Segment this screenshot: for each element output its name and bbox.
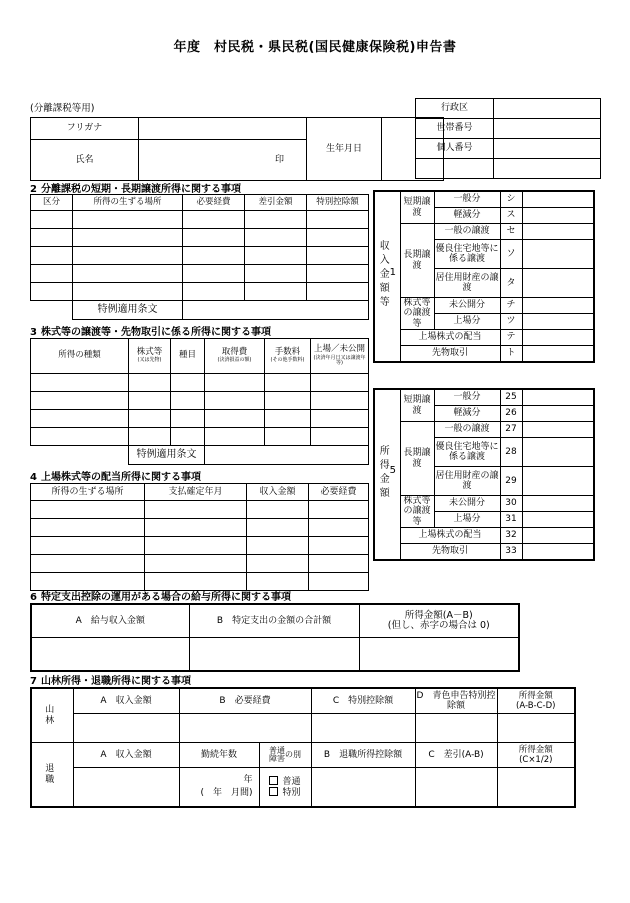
admin-extra-label	[416, 159, 494, 179]
table-row	[31, 229, 369, 247]
cell[interactable]	[247, 501, 309, 519]
item-input[interactable]	[522, 269, 594, 298]
item-label: 居住用財産の譲渡	[434, 467, 500, 496]
item-input[interactable]	[522, 240, 594, 269]
table-row	[31, 768, 575, 808]
cell[interactable]	[247, 519, 309, 537]
cell[interactable]	[129, 428, 171, 446]
cell[interactable]	[31, 501, 145, 519]
household-number-input[interactable]	[494, 119, 601, 139]
furigana-input[interactable]	[139, 118, 307, 140]
col-disability-type: 普通 障害 の別	[259, 743, 311, 768]
specific-expenses-input[interactable]	[189, 638, 359, 672]
section-6-caption	[30, 588, 291, 603]
cell[interactable]	[245, 265, 307, 283]
cell[interactable]	[73, 229, 183, 247]
item-input[interactable]	[522, 314, 594, 330]
item-input[interactable]	[522, 496, 594, 512]
cell[interactable]	[311, 374, 369, 392]
cell[interactable]	[183, 283, 245, 301]
item-input[interactable]	[522, 346, 594, 363]
group-shares: 株式等の譲渡等	[400, 298, 434, 330]
cell[interactable]	[265, 392, 311, 410]
cell[interactable]	[31, 265, 73, 283]
item-input[interactable]	[522, 406, 594, 422]
col-retirement-deduction: B 退職所得控除額	[311, 743, 415, 768]
table-header-row	[31, 743, 575, 768]
retirement-deduction-input[interactable]	[311, 768, 415, 808]
item-input[interactable]	[522, 512, 594, 528]
table-row	[374, 422, 594, 438]
disability-type-options[interactable]: 普通 特別	[259, 768, 311, 808]
item-input[interactable]	[522, 224, 594, 240]
table-header-row	[31, 484, 369, 501]
row-label-retirement: 退 職	[31, 743, 73, 808]
item-label: 上場株式の配当	[400, 330, 500, 346]
col-place: 所得の生ずる場所	[31, 484, 145, 501]
item-label: 先物取引	[400, 544, 500, 561]
section-2-caption	[30, 180, 241, 195]
forestry-blue-deduction-input[interactable]	[415, 714, 497, 743]
item-code: 31	[500, 512, 522, 528]
cell[interactable]	[129, 392, 171, 410]
cell[interactable]	[205, 428, 265, 446]
item-input[interactable]	[522, 208, 594, 224]
table-header-row	[31, 688, 575, 714]
col-blue-return-deduction: D 青色申告特別控除額	[415, 688, 497, 714]
col-expenses: 必要経費	[309, 484, 369, 501]
item-label: 軽減分	[434, 208, 500, 224]
district-label: 行政区	[416, 99, 494, 119]
col-acquisition-cost: 取得費 (決済損益の額)	[205, 339, 265, 374]
col-place: 所得の生ずる場所	[73, 195, 183, 211]
section-2-title: 分離課税の短期・長期譲渡所得に関する事項	[40, 184, 241, 195]
col-payment-date: 支払確定年月	[145, 484, 247, 501]
item-code: 30	[500, 496, 522, 512]
col-special-deduction: C 特別控除額	[311, 688, 415, 714]
table-row	[416, 99, 601, 119]
col-net-income: 所得金額 (A-B-C-D)	[497, 688, 575, 714]
item-code: チ	[500, 298, 522, 314]
item-code: 26	[500, 406, 522, 422]
table-row	[31, 638, 519, 672]
cell[interactable]	[307, 211, 369, 229]
cell[interactable]	[145, 537, 247, 555]
section-5-vertical-label: 5 所得金額	[374, 389, 400, 560]
item-code: ソ	[500, 240, 522, 269]
item-input[interactable]	[522, 544, 594, 561]
table-row	[374, 330, 594, 346]
section-3-table	[30, 338, 369, 465]
special-clause-input[interactable]	[205, 446, 369, 465]
group-short-term: 短期譲渡	[400, 191, 434, 224]
section-2-table	[30, 194, 369, 320]
item-code: 28	[500, 438, 522, 467]
cell[interactable]	[205, 410, 265, 428]
forestry-expenses-input[interactable]	[179, 714, 311, 743]
item-label: 一般の譲渡	[434, 422, 500, 438]
table-row	[31, 283, 369, 301]
item-code: テ	[500, 330, 522, 346]
group-shares: 株式等の譲渡等	[400, 496, 434, 528]
section-4-title: 上場株式等の配当所得に関する事項	[40, 472, 201, 483]
identity-table	[30, 117, 444, 181]
forestry-income-input[interactable]	[73, 714, 179, 743]
cell[interactable]	[311, 428, 369, 446]
cell[interactable]	[245, 283, 307, 301]
table-row	[374, 389, 594, 406]
table-row	[31, 410, 369, 428]
table-header-row	[31, 195, 369, 211]
cell[interactable]	[265, 374, 311, 392]
col-listed-unlisted: 上場／未公開 (決済年月日又は譲渡年等)	[311, 339, 369, 374]
item-code: 29	[500, 467, 522, 496]
cell[interactable]	[309, 519, 369, 537]
col-retirement-net-income: 所得金額 (C×1/2)	[497, 743, 575, 768]
cell[interactable]	[307, 265, 369, 283]
item-label: 上場分	[434, 314, 500, 330]
col-difference: C 差引(A-B)	[415, 743, 497, 768]
item-code: セ	[500, 224, 522, 240]
col-income-type: 所得の種類	[31, 339, 129, 374]
cell[interactable]	[31, 537, 145, 555]
retirement-net-income-input[interactable]	[497, 768, 575, 808]
cell[interactable]	[31, 229, 73, 247]
cell[interactable]	[247, 555, 309, 573]
household-number-label: 世帯番号	[416, 119, 494, 139]
cell[interactable]	[309, 537, 369, 555]
section-6-table	[30, 603, 520, 672]
table-row	[31, 392, 369, 410]
cell[interactable]	[31, 428, 129, 446]
table-header-row	[31, 339, 369, 374]
cell[interactable]	[31, 392, 129, 410]
cell[interactable]	[183, 211, 245, 229]
spacer-cell	[31, 446, 129, 465]
table-row	[31, 555, 369, 573]
cell[interactable]	[309, 555, 369, 573]
col-kubun: 区分	[31, 195, 73, 211]
cell[interactable]	[73, 211, 183, 229]
item-input[interactable]	[522, 330, 594, 346]
cell[interactable]	[31, 283, 73, 301]
table-row	[31, 537, 369, 555]
usage-note: (分離課税等用)	[30, 103, 95, 114]
item-label: 優良住宅地等に係る譲渡	[434, 240, 500, 269]
section-1-table	[373, 190, 595, 363]
cell[interactable]	[245, 247, 307, 265]
col-deduction: 特別控除額	[307, 195, 369, 211]
section-3-number: 3	[30, 327, 37, 338]
table-row	[31, 265, 369, 283]
checkbox-special-icon[interactable]	[269, 787, 278, 796]
item-input[interactable]	[522, 467, 594, 496]
cell[interactable]	[311, 392, 369, 410]
item-input[interactable]	[522, 438, 594, 467]
group-long-term: 長期譲渡	[400, 422, 434, 496]
cell[interactable]	[311, 410, 369, 428]
table-row	[374, 544, 594, 561]
table-header-row	[31, 604, 519, 638]
cell[interactable]	[265, 428, 311, 446]
group-short-term: 短期譲渡	[400, 389, 434, 422]
cell[interactable]	[309, 501, 369, 519]
item-label: 上場株式の配当	[400, 528, 500, 544]
section-4-caption	[30, 468, 201, 483]
col-specific-expenses: B 特定支出の金額の合計額	[189, 604, 359, 638]
group-long-term: 長期譲渡	[400, 224, 434, 298]
col-income-amount: 収入金額	[247, 484, 309, 501]
item-label: 一般の譲渡	[434, 224, 500, 240]
cell[interactable]	[247, 537, 309, 555]
table-row	[31, 301, 369, 320]
special-clause-label: 特例適用条文	[129, 446, 205, 465]
page-title: 年度 村民税・県民税(国民健康保険税)申告書	[173, 40, 457, 55]
cell[interactable]	[307, 247, 369, 265]
item-label: 一般分	[434, 389, 500, 406]
table-row	[374, 346, 594, 363]
cell[interactable]	[245, 229, 307, 247]
cell[interactable]	[245, 211, 307, 229]
seal-mark: 印	[139, 140, 307, 181]
item-code: 32	[500, 528, 522, 544]
item-input[interactable]	[522, 191, 594, 208]
row-label-forestry: 山 林	[31, 688, 73, 743]
item-input[interactable]	[522, 422, 594, 438]
section-6-number: 6	[30, 592, 37, 603]
furigana-label: フリガナ	[31, 118, 139, 140]
col-shares: 株式等 (又は先物)	[129, 339, 171, 374]
salary-income-input[interactable]	[31, 638, 189, 672]
cell[interactable]	[309, 573, 369, 591]
cell[interactable]	[145, 555, 247, 573]
table-row	[31, 374, 369, 392]
table-row	[31, 428, 369, 446]
table-row	[31, 247, 369, 265]
col-necessary-expenses: B 必要経費	[179, 688, 311, 714]
cell[interactable]	[205, 374, 265, 392]
item-code: タ	[500, 269, 522, 298]
item-code: ツ	[500, 314, 522, 330]
forestry-special-deduction-input[interactable]	[311, 714, 415, 743]
admin-extra-input[interactable]	[494, 159, 601, 179]
table-row	[416, 159, 601, 179]
section-5-table	[373, 388, 595, 561]
table-row	[31, 714, 575, 743]
spacer-cell	[31, 301, 73, 320]
cell[interactable]	[145, 519, 247, 537]
cell[interactable]	[183, 229, 245, 247]
item-code: ス	[500, 208, 522, 224]
table-row	[416, 139, 601, 159]
table-row	[31, 446, 369, 465]
col-salary-income: A 給与収入金額	[31, 604, 189, 638]
cell[interactable]	[31, 211, 73, 229]
checkbox-normal-icon[interactable]	[269, 776, 278, 785]
cell[interactable]	[265, 410, 311, 428]
section-7-caption	[30, 672, 191, 687]
cell[interactable]	[129, 410, 171, 428]
cell[interactable]	[145, 501, 247, 519]
section-3-title: 株式等の譲渡等・先物取引に係る所得に関する事項	[40, 327, 271, 338]
item-code: シ	[500, 191, 522, 208]
section-4-number: 4	[30, 472, 37, 483]
cell[interactable]	[73, 265, 183, 283]
item-label: 一般分	[434, 191, 500, 208]
cell[interactable]	[183, 247, 245, 265]
cell[interactable]	[31, 247, 73, 265]
item-input[interactable]	[522, 298, 594, 314]
birthdate-label: 生年月日	[307, 118, 382, 181]
col-expenses: 必要経費	[183, 195, 245, 211]
item-label: 優良住宅地等に係る譲渡	[434, 438, 500, 467]
retirement-difference-input[interactable]	[415, 768, 497, 808]
item-label: 居住用財産の譲渡	[434, 269, 500, 298]
cell[interactable]	[31, 374, 129, 392]
item-code: 33	[500, 544, 522, 561]
section-7-table	[30, 687, 576, 808]
special-clause-input[interactable]	[183, 301, 369, 320]
item-code: ト	[500, 346, 522, 363]
table-row	[31, 519, 369, 537]
table-row	[374, 224, 594, 240]
personal-number-input[interactable]	[494, 139, 601, 159]
table-row	[31, 501, 369, 519]
district-input[interactable]	[494, 99, 601, 119]
cell[interactable]	[307, 229, 369, 247]
item-label: 軽減分	[434, 406, 500, 422]
table-row	[31, 211, 369, 229]
col-item: 種目	[171, 339, 205, 374]
cell[interactable]	[171, 410, 205, 428]
item-label: 未公開分	[434, 298, 500, 314]
cell[interactable]	[171, 392, 205, 410]
admin-code-table	[415, 98, 601, 179]
item-input[interactable]	[522, 389, 594, 406]
col-net: 差引金額	[245, 195, 307, 211]
cell[interactable]	[31, 410, 129, 428]
item-label: 先物取引	[400, 346, 500, 363]
cell[interactable]	[205, 392, 265, 410]
cell[interactable]	[31, 555, 145, 573]
item-label: 上場分	[434, 512, 500, 528]
cell[interactable]	[171, 374, 205, 392]
cell[interactable]	[171, 428, 205, 446]
table-row	[374, 528, 594, 544]
table-row	[374, 496, 594, 512]
cell[interactable]	[73, 247, 183, 265]
item-code: 25	[500, 389, 522, 406]
col-net-income: 所得金額(A－B) (但し、赤字の場合は 0)	[359, 604, 519, 638]
cell[interactable]	[307, 283, 369, 301]
forestry-net-income-input[interactable]	[497, 714, 575, 743]
section-4-table	[30, 483, 369, 591]
table-row	[31, 118, 444, 140]
cell[interactable]	[183, 265, 245, 283]
section-1-vertical-label: 1 収入金額等	[374, 191, 400, 362]
section-7-title: 山林所得・退職所得に関する事項	[40, 676, 191, 687]
col-service-years: 勤続年数	[179, 743, 259, 768]
cell[interactable]	[73, 283, 183, 301]
item-label: 未公開分	[434, 496, 500, 512]
section-2-number: 2	[30, 184, 37, 195]
item-input[interactable]	[522, 528, 594, 544]
retirement-income-input[interactable]	[73, 768, 179, 808]
cell[interactable]	[31, 519, 145, 537]
item-code: 27	[500, 422, 522, 438]
table-row	[374, 298, 594, 314]
section-3-caption	[30, 323, 271, 338]
col-income-amount: A 収入金額	[73, 688, 179, 714]
col-retirement-income: A 収入金額	[73, 743, 179, 768]
table-row	[374, 191, 594, 208]
section-7-number: 7	[30, 676, 37, 687]
table-row	[416, 119, 601, 139]
net-income-input[interactable]	[359, 638, 519, 672]
name-label: 氏名	[31, 140, 139, 181]
section-6-title: 特定支出控除の運用がある場合の給与所得に関する事項	[40, 592, 291, 603]
col-fee: 手数料 (その他手数料)	[265, 339, 311, 374]
cell[interactable]	[129, 374, 171, 392]
personal-number-label: 個人番号	[416, 139, 494, 159]
special-clause-label: 特例適用条文	[73, 301, 183, 320]
service-years-input[interactable]: 年 ( 年 月間)	[179, 768, 259, 808]
